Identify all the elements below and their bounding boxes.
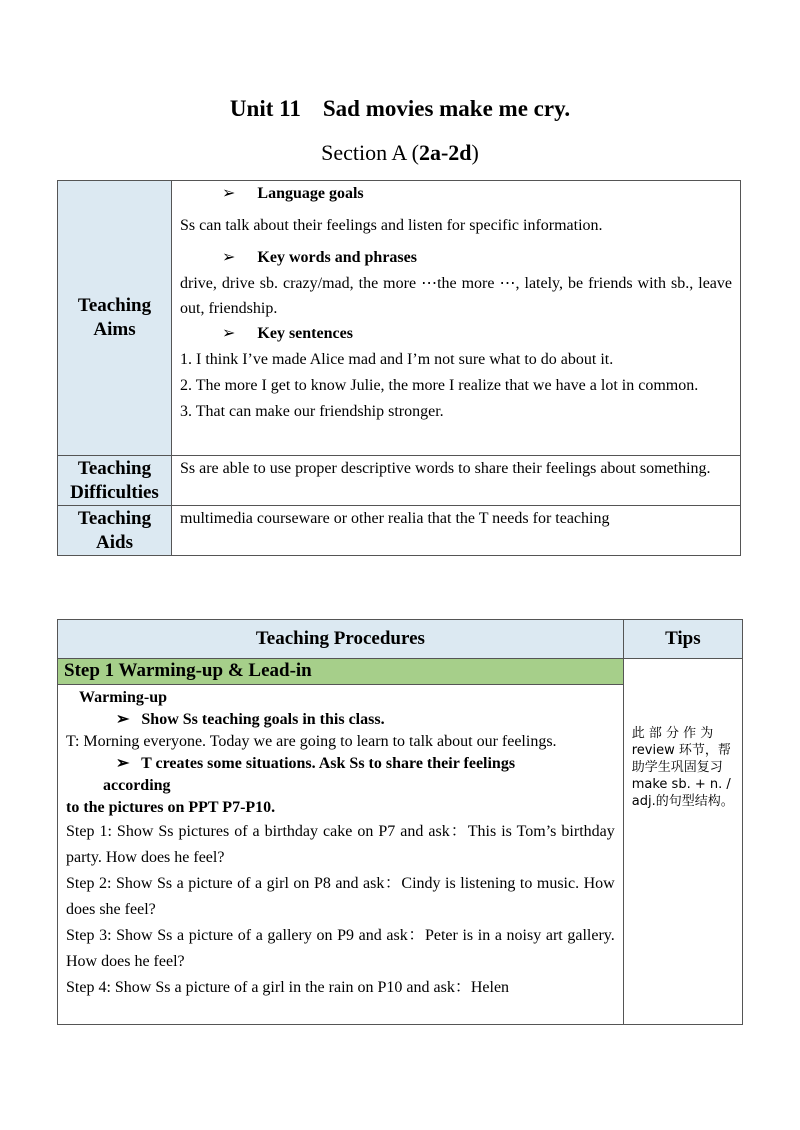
teaching-procedures-table xyxy=(57,619,743,1025)
arrow-bullet-icon: ➢ xyxy=(222,185,236,202)
warming-up-label: Warming-up xyxy=(79,689,168,706)
bullet-situations: ➢ T creates some situations. Ask Ss to share their feelings xyxy=(116,755,516,772)
procedures-header: Teaching Procedures xyxy=(58,620,624,659)
key-sentence: 2. The more I get to know Julie, the more I realize that we have a lot in common. xyxy=(180,377,699,394)
arrow-bullet-icon: ➢ xyxy=(222,249,236,266)
arrow-bullet-icon: ➢ xyxy=(116,711,130,728)
tips-header: Tips xyxy=(623,620,742,659)
key-words-heading: ➢ Key words and phrases xyxy=(222,249,417,266)
step-item: Step 4: Show Ss a picture of a girl in the rain on P10 and ask：Helen xyxy=(66,979,510,996)
tips-cell: 此 部 分 作 为 review 环节，帮助学生巩固复习make sb. + n. / adj.的句型结构。 xyxy=(623,659,742,1025)
unit-number: Unit 11 xyxy=(229,96,301,121)
language-goals-heading: ➢ Language goals xyxy=(222,185,364,202)
step-item: Step 3: Show Ss a picture of a gallery on P9 and ask：Peter is in a noisy art gallery. How does he feel? xyxy=(66,927,615,970)
arrow-bullet-icon: ➢ xyxy=(222,325,236,342)
step1-content: Warming-up ➢ Show Ss teaching goals in this class. T: Morning everyone. Today we are going to learn to talk about our feelings. ➢ T creates some situations. Ask Ss to share their feelings according to the pictures on PPT P7-P10. Step 1: Show Ss pictures of a birthday cake on P7 and ask：This is Tom’s birthday party. How does he feel? Step 2: Show Ss a picture of a girl on P8 and ask：Cindy is listening to music. How does she feel? Step 3: Show Ss a picture of a gallery on P9 and ask：Peter is in a noisy art gallery. How does he feel? Step 4: Show Ss a picture of a girl in the rain on P10 and ask：Helen xyxy=(58,685,624,1025)
teaching-aids-label: Teaching Aids xyxy=(58,506,172,556)
language-goals-text: Ss can talk about their feelings and listen for specific information. xyxy=(180,217,603,234)
teaching-aims-content xyxy=(172,181,741,456)
document-title xyxy=(0,96,800,122)
step-item: Step 1: Show Ss pictures of a birthday cake on P7 and ask：This is Tom’s birthday party. How does he feel? xyxy=(66,823,615,866)
arrow-bullet-icon: ➢ xyxy=(116,755,130,772)
unit-name: Sad movies make me cry. xyxy=(322,96,571,121)
section-range: 2a-2d xyxy=(418,140,472,165)
section-subtitle: Section A (2a-2d) xyxy=(321,140,479,165)
bullet-show-goals: ➢ Show Ss teaching goals in this class. xyxy=(116,711,385,728)
teacher-greeting: T: Morning everyone. Today we are going to learn to talk about our feelings. xyxy=(66,733,557,750)
key-sentence: 1. I think I’ve made Alice mad and I’m not sure what to do about it. xyxy=(180,351,614,368)
key-words-text: drive, drive sb. crazy/mad, the more ⋯the more ⋯, lately, be friends with sb., leave out, friendship. xyxy=(180,275,732,317)
teaching-difficulties-label: Teaching Difficulties xyxy=(58,456,172,506)
key-sentence: 3. That can make our friendship stronger. xyxy=(180,403,444,420)
key-sentences-heading: ➢ Key sentences xyxy=(222,325,353,342)
teaching-aims-table xyxy=(57,180,741,556)
teaching-aids-text: multimedia courseware or other realia that the T needs for teaching xyxy=(172,506,741,556)
step-item: Step 2: Show Ss a picture of a girl on P8 and ask：Cindy is listening to music. How does she feel? xyxy=(66,875,615,918)
teaching-aims-label: Teaching Aims xyxy=(58,181,172,456)
step1-header: Step 1 Warming-up & Lead-in xyxy=(58,659,624,685)
teaching-difficulties-text: Ss are able to use proper descriptive words to share their feelings about something. xyxy=(172,456,741,506)
